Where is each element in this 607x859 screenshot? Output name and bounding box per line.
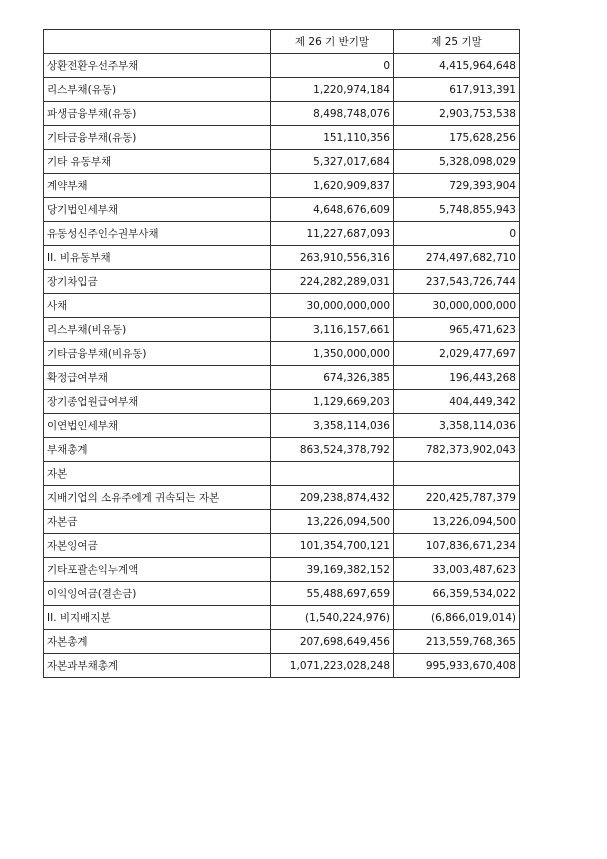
prior-period-value: 729,393,904 <box>394 174 520 198</box>
header-current-period: 제 26 기 반기말 <box>271 30 394 54</box>
prior-period-value: 5,328,098,029 <box>394 150 520 174</box>
prior-period-value: 5,748,855,943 <box>394 198 520 222</box>
row-label: 자본총계 <box>44 630 271 654</box>
prior-period-value: 237,543,726,744 <box>394 270 520 294</box>
prior-period-value: 965,471,623 <box>394 318 520 342</box>
table-row <box>44 462 520 486</box>
header-label-cell <box>44 30 271 54</box>
table-row <box>44 534 520 558</box>
current-period-value: 101,354,700,121 <box>271 534 394 558</box>
row-label: 자본과부채총계 <box>44 654 271 678</box>
row-label: II. 비지배지분 <box>44 606 271 630</box>
table-row <box>44 582 520 606</box>
prior-period-value: 107,836,671,234 <box>394 534 520 558</box>
prior-period-value: 213,559,768,365 <box>394 630 520 654</box>
prior-period-value: 220,425,787,379 <box>394 486 520 510</box>
table-body <box>44 54 520 678</box>
current-period-value <box>271 462 394 486</box>
current-period-value: 1,129,669,203 <box>271 390 394 414</box>
row-label: 리스부채(비유동) <box>44 318 271 342</box>
row-label: 이연법인세부채 <box>44 414 271 438</box>
current-period-value: 263,910,556,316 <box>271 246 394 270</box>
prior-period-value: 196,443,268 <box>394 366 520 390</box>
row-label: 자본 <box>44 462 271 486</box>
prior-period-value: 66,359,534,022 <box>394 582 520 606</box>
table-row <box>44 222 520 246</box>
table-row <box>44 654 520 678</box>
prior-period-value: 4,415,964,648 <box>394 54 520 78</box>
prior-period-value <box>394 462 520 486</box>
table-header-row <box>44 30 520 54</box>
table-row <box>44 78 520 102</box>
table-row <box>44 150 520 174</box>
row-label: 장기종업원급여부채 <box>44 390 271 414</box>
prior-period-value: 404,449,342 <box>394 390 520 414</box>
prior-period-value: 13,226,094,500 <box>394 510 520 534</box>
current-period-value: 1,350,000,000 <box>271 342 394 366</box>
current-period-value: 30,000,000,000 <box>271 294 394 318</box>
row-label: 이익잉여금(결손금) <box>44 582 271 606</box>
table-row <box>44 270 520 294</box>
table-row <box>44 174 520 198</box>
table-row <box>44 54 520 78</box>
row-label: 장기차입금 <box>44 270 271 294</box>
header-prior-period: 제 25 기말 <box>394 30 520 54</box>
current-period-value: (1,540,224,976) <box>271 606 394 630</box>
table-row <box>44 390 520 414</box>
table-row <box>44 606 520 630</box>
current-period-value: 39,169,382,152 <box>271 558 394 582</box>
row-label: 부채총계 <box>44 438 271 462</box>
current-period-value: 11,227,687,093 <box>271 222 394 246</box>
current-period-value: 1,071,223,028,248 <box>271 654 394 678</box>
table-row <box>44 438 520 462</box>
table-row <box>44 294 520 318</box>
current-period-value: 207,698,649,456 <box>271 630 394 654</box>
current-period-value: 209,238,874,432 <box>271 486 394 510</box>
prior-period-value: 33,003,487,623 <box>394 558 520 582</box>
table-row <box>44 414 520 438</box>
row-label: 리스부채(유동) <box>44 78 271 102</box>
row-label: 지배기업의 소유주에게 귀속되는 자본 <box>44 486 271 510</box>
table-row <box>44 102 520 126</box>
table-row <box>44 486 520 510</box>
current-period-value: 674,326,385 <box>271 366 394 390</box>
prior-period-value: 782,373,902,043 <box>394 438 520 462</box>
current-period-value: 224,282,289,031 <box>271 270 394 294</box>
prior-period-value: 274,497,682,710 <box>394 246 520 270</box>
row-label: 기타금융부채(유동) <box>44 126 271 150</box>
table-row <box>44 126 520 150</box>
table-row <box>44 342 520 366</box>
current-period-value: 1,220,974,184 <box>271 78 394 102</box>
current-period-value: 863,524,378,792 <box>271 438 394 462</box>
current-period-value: 4,648,676,609 <box>271 198 394 222</box>
row-label: 유동성신주인수권부사채 <box>44 222 271 246</box>
row-label: 기타 유동부채 <box>44 150 271 174</box>
prior-period-value: 995,933,670,408 <box>394 654 520 678</box>
current-period-value: 3,116,157,661 <box>271 318 394 342</box>
row-label: 확정급여부채 <box>44 366 271 390</box>
row-label: 계약부채 <box>44 174 271 198</box>
table-row <box>44 246 520 270</box>
row-label: 파생금융부채(유동) <box>44 102 271 126</box>
prior-period-value: 175,628,256 <box>394 126 520 150</box>
prior-period-value: 3,358,114,036 <box>394 414 520 438</box>
current-period-value: 8,498,748,076 <box>271 102 394 126</box>
table-row <box>44 318 520 342</box>
prior-period-value: (6,866,019,014) <box>394 606 520 630</box>
table-row <box>44 558 520 582</box>
table-row <box>44 198 520 222</box>
prior-period-value: 2,903,753,538 <box>394 102 520 126</box>
table-row <box>44 510 520 534</box>
row-label: 상환전환우선주부채 <box>44 54 271 78</box>
row-label: 자본금 <box>44 510 271 534</box>
table-row <box>44 366 520 390</box>
row-label: 기타포괄손익누계액 <box>44 558 271 582</box>
row-label: 기타금융부채(비유동) <box>44 342 271 366</box>
prior-period-value: 0 <box>394 222 520 246</box>
current-period-value: 1,620,909,837 <box>271 174 394 198</box>
current-period-value: 13,226,094,500 <box>271 510 394 534</box>
prior-period-value: 30,000,000,000 <box>394 294 520 318</box>
balance-sheet-table <box>43 29 520 678</box>
table-row <box>44 630 520 654</box>
row-label: 당기법인세부채 <box>44 198 271 222</box>
current-period-value: 151,110,356 <box>271 126 394 150</box>
current-period-value: 0 <box>271 54 394 78</box>
current-period-value: 3,358,114,036 <box>271 414 394 438</box>
current-period-value: 55,488,697,659 <box>271 582 394 606</box>
prior-period-value: 617,913,391 <box>394 78 520 102</box>
row-label: II. 비유동부채 <box>44 246 271 270</box>
row-label: 사채 <box>44 294 271 318</box>
current-period-value: 5,327,017,684 <box>271 150 394 174</box>
row-label: 자본잉여금 <box>44 534 271 558</box>
prior-period-value: 2,029,477,697 <box>394 342 520 366</box>
